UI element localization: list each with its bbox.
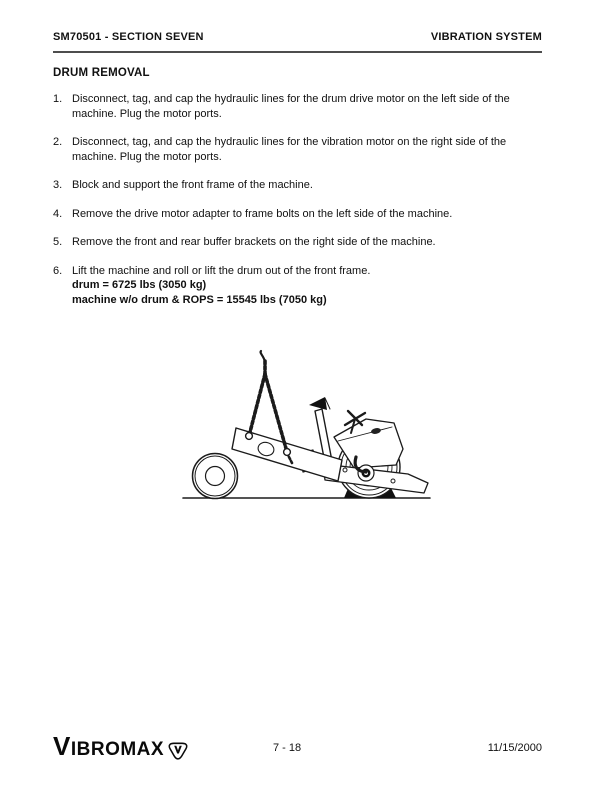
step-item-2 [53, 135, 542, 164]
page-number: 7 - 18 [273, 742, 302, 754]
brand-logo [53, 731, 189, 761]
header-doc-code: SM70501 - SECTION SEVEN [53, 31, 204, 43]
step-number: 5. [53, 236, 63, 248]
vibromax-triangle-icon [167, 739, 189, 761]
header-section-title: VIBRATION SYSTEM [430, 31, 542, 43]
machine-weight-spec: machine w/o drum & ROPS = 15545 lbs (7050 kg) [72, 293, 327, 306]
step-number: 6. [53, 264, 63, 277]
step-number: 4. [53, 207, 63, 220]
step-text: Block and support the front frame of the machine. [72, 179, 313, 191]
brand-wordmark: VIBROMAX [53, 731, 165, 761]
step-text-group [72, 264, 542, 308]
page-header [53, 31, 542, 53]
step-text: Disconnect, tag, and cap the hydraulic lines for the vibration motor on the right side of the machine. Plug the motor ports. [72, 136, 507, 163]
drum-weight-spec: drum = 6725 lbs (3050 kg) [72, 279, 207, 291]
revision-date: 11/15/2000 [487, 742, 542, 754]
machine-lift-drawing-icon [180, 349, 432, 503]
step-text: Lift the machine and roll or lift the drum out of the front frame. [72, 264, 371, 277]
step-item-5 [53, 235, 542, 250]
step-item-6 [53, 264, 542, 308]
step-item-4 [53, 207, 542, 222]
step-text: Remove the front and rear buffer brackets on the right side of the machine. [72, 236, 436, 248]
step-text: Disconnect, tag, and cap the hydraulic lines for the drum drive motor on the left side of the machine. Plug the motor ports. [72, 93, 510, 120]
procedure-steps [53, 92, 542, 307]
step-text: Remove the drive motor adapter to frame bolts on the left side of the machine. [72, 207, 453, 220]
page-content [53, 31, 542, 503]
step-item-1 [53, 92, 542, 121]
step-item-3 [53, 178, 542, 193]
step-number: 1. [53, 93, 63, 105]
page-title: DRUM REMOVAL [53, 67, 150, 79]
step-number: 2. [53, 136, 63, 148]
step-number: 3. [53, 179, 63, 191]
page-footer [53, 731, 542, 767]
machine-lift-figure [180, 349, 432, 503]
